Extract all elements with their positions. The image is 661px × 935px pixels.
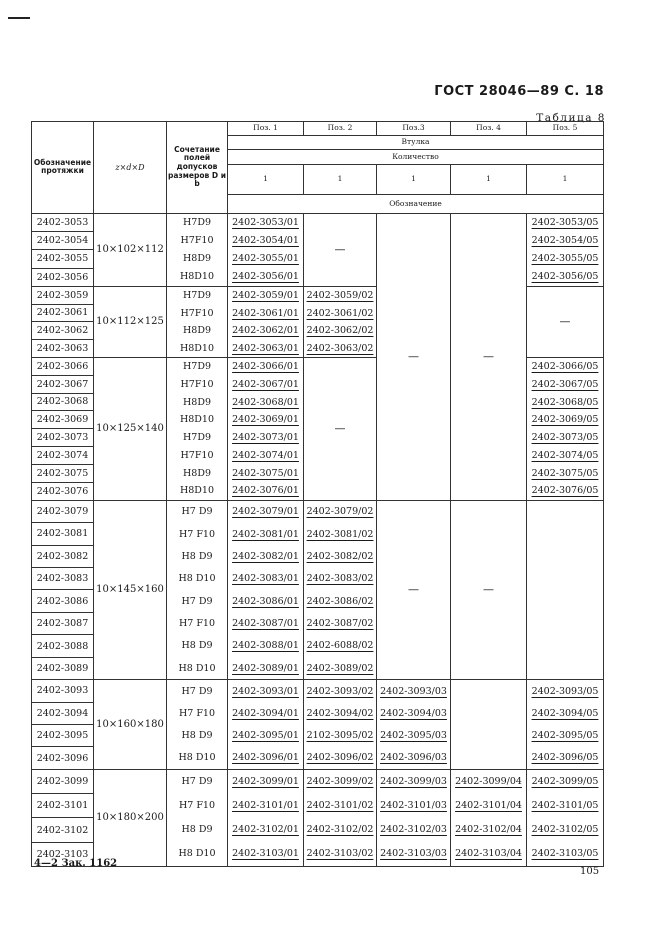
- list-item: H7D9: [183, 361, 211, 373]
- list-item: 2402-3063: [36, 342, 89, 354]
- list-item: 2402-3082: [32, 546, 93, 568]
- list-item: H8D10: [179, 485, 215, 497]
- list-item: 2402-3056/05: [531, 271, 599, 283]
- col-header-pos4: Поз. 4: [451, 122, 527, 136]
- col-header-combo: Сочетание полей допусков размеров D и b: [167, 122, 228, 214]
- list-item: 2402-3068: [32, 394, 93, 412]
- list-item: 2402-3089/02: [306, 662, 374, 674]
- header-quantity: Количество: [228, 150, 604, 165]
- list-item: H7 F10: [178, 617, 216, 629]
- list-item: 2402-3094/01: [232, 707, 299, 719]
- designation-list: [32, 358, 93, 500]
- list-item: H7 D9: [181, 506, 213, 518]
- list-item: 2402-3082/01: [232, 550, 299, 562]
- list-item: 2402-3081/01: [232, 528, 299, 540]
- combo-list: [167, 358, 227, 500]
- list-item: 2402-3073: [32, 429, 93, 447]
- size-cell: 10×180×200: [94, 769, 167, 866]
- list-item: 2402-3103/05: [531, 848, 599, 860]
- list-item: 2402-3093/02: [306, 685, 374, 697]
- list-item: 2402-3088/01: [232, 640, 299, 652]
- table-row: [32, 680, 604, 770]
- qty-pos5: 1: [527, 164, 604, 194]
- list-item: 2402-3083/02: [306, 573, 374, 585]
- list-item: 2402-3066: [32, 358, 93, 376]
- list-item: 2402-3101: [32, 794, 93, 818]
- list-item: H7F10: [180, 235, 214, 247]
- list-item: 2402-3074/05: [531, 449, 599, 461]
- list-item: 2402-3096: [36, 752, 89, 764]
- list-item: 2402-3096/05: [531, 752, 599, 764]
- list-item: 2402-3069/01: [232, 414, 299, 426]
- qty-pos3: 1: [377, 164, 451, 194]
- list-item: H8 D10: [178, 662, 216, 674]
- list-item: 2402-3103/03: [380, 848, 447, 860]
- list-item: H7D9: [183, 290, 211, 302]
- list-item: 2402-3096/03: [380, 752, 447, 764]
- list-item: 2402-3081: [32, 523, 93, 545]
- list-item: 2402-3061/02: [306, 307, 374, 319]
- list-item: 2402-3059/02: [306, 290, 374, 302]
- list-item: 2402-3086: [32, 590, 93, 612]
- designation-cell: [32, 213, 94, 286]
- list-item: H8D9: [183, 467, 211, 479]
- list-item: 2402-3063/02: [306, 342, 374, 354]
- list-item: 2402-3053: [32, 214, 93, 232]
- pos5-list: [527, 214, 603, 286]
- size-cell: 10×145×160: [94, 500, 167, 679]
- pos4-dash: —: [451, 213, 527, 500]
- list-item: H8 D9: [181, 730, 213, 742]
- pos2-list: [304, 680, 376, 769]
- list-item: 2402-3062: [32, 322, 93, 340]
- list-item: 2402-3074: [32, 447, 93, 465]
- list-item: 2402-3102/03: [380, 824, 447, 836]
- pos1-list: [228, 770, 303, 866]
- list-item: 2402-3096/01: [232, 752, 299, 764]
- list-item: 2402-3054: [32, 232, 93, 250]
- list-item: H7D9: [183, 217, 211, 229]
- list-item: 2402-3102: [32, 818, 93, 842]
- table-title: Таблица 8: [536, 112, 606, 124]
- list-item: 2402-3089: [36, 662, 89, 674]
- list-item: 2102-3095/02: [306, 730, 374, 742]
- list-item: H7D9: [183, 432, 211, 444]
- list-item: 2402-3095: [32, 725, 93, 747]
- qty-pos4: 1: [451, 164, 527, 194]
- list-item: H8D9: [183, 253, 211, 265]
- list-item: 2402-3089/01: [232, 662, 299, 674]
- list-item: 2402-3102/01: [232, 824, 299, 836]
- list-item: 2402-3075/05: [531, 467, 599, 479]
- list-item: 2402-3102/05: [531, 824, 599, 836]
- list-item: 2402-3079/02: [306, 506, 374, 518]
- list-item: 2402-3067: [32, 376, 93, 394]
- list-item: H8D10: [179, 271, 215, 283]
- list-item: H8 D10: [178, 752, 216, 764]
- designation-list: [32, 501, 93, 679]
- col-header-size: z×d×D: [94, 122, 167, 214]
- list-item: 2402-3056/01: [232, 271, 299, 283]
- designation-list: [32, 770, 93, 866]
- list-item: 2402-3054/05: [531, 235, 599, 247]
- list-item: 2402-3094/03: [380, 707, 447, 719]
- list-item: 2402-3101/04: [455, 800, 522, 812]
- list-item: 2402-3093: [32, 680, 93, 702]
- list-item: 2402-3055/01: [232, 253, 299, 265]
- list-item: H8 D10: [178, 848, 216, 860]
- list-item: 2402-3094/05: [531, 707, 599, 719]
- page-header: ГОСТ 28046—89 С. 18: [434, 84, 604, 99]
- list-item: 2402-3079: [32, 501, 93, 523]
- list-item: 2402-3056: [36, 271, 89, 283]
- list-item: 2402-3095/05: [531, 730, 599, 742]
- list-item: H8 D9: [181, 640, 213, 652]
- list-item: 2402-3073/01: [232, 432, 299, 444]
- list-item: 2402-3067/05: [531, 378, 599, 390]
- pos1-list: [228, 680, 303, 769]
- list-item: 2402-3086/01: [232, 595, 299, 607]
- designation-list: [32, 287, 93, 357]
- header-vtulka: Втулка: [228, 135, 604, 150]
- list-item: 2402-3053/05: [531, 217, 599, 229]
- pos5-list: [527, 680, 603, 769]
- list-item: 2402-3069/05: [531, 414, 599, 426]
- list-item: 2402-3079/01: [232, 506, 299, 518]
- col-header-pos1: Поз. 1: [228, 122, 304, 136]
- list-item: 2402-3099/04: [455, 776, 522, 788]
- list-item: 2402-3073/05: [531, 432, 599, 444]
- list-item: 2402-3068/01: [232, 396, 299, 408]
- list-item: 2402-3081/02: [306, 528, 374, 540]
- list-item: 2402-3099/01: [232, 776, 299, 788]
- list-item: 2402-3102/04: [455, 824, 522, 836]
- pos5-list: [527, 358, 603, 500]
- list-item: 2402-3094/02: [306, 707, 374, 719]
- designation-list: [32, 214, 93, 286]
- col-header-pos2: Поз. 2: [304, 122, 377, 136]
- combo-list: [167, 770, 227, 866]
- qty-pos1: 1: [228, 164, 304, 194]
- list-item: 2402-3066/01: [232, 361, 299, 373]
- list-item: H8D10: [179, 342, 215, 354]
- list-item: H8 D10: [178, 573, 216, 585]
- col-header-pos5: Поз. 5: [527, 122, 604, 136]
- list-item: 2402-3061/01: [232, 307, 299, 319]
- col-header-designation: Обозначение протяжки: [32, 122, 94, 214]
- list-item: 2402-3093/01: [232, 685, 299, 697]
- pos4-dash: —: [451, 500, 527, 679]
- list-item: H7 F10: [178, 707, 216, 719]
- combo-list: [167, 501, 227, 679]
- list-item: 2402-3101/01: [232, 800, 299, 812]
- size-cell: 10×112×125: [94, 286, 167, 357]
- list-item: 2402-3103/04: [455, 848, 522, 860]
- list-item: 2402-3094: [32, 703, 93, 725]
- list-item: 2402-3055/05: [531, 253, 599, 265]
- list-item: 2402-3075: [32, 465, 93, 483]
- pos1-list: [228, 501, 303, 679]
- list-item: 2402-3099/03: [380, 776, 447, 788]
- pos1-list: [228, 358, 303, 500]
- list-item: H8 D9: [181, 550, 213, 562]
- spec-table: [31, 121, 604, 867]
- list-item: H7F10: [180, 378, 214, 390]
- list-item: 2402-3095/03: [380, 730, 447, 742]
- combo-list: [167, 287, 227, 357]
- list-item: 2402-3074/01: [232, 449, 299, 461]
- pos5-dash: —: [527, 286, 604, 357]
- footer-order-number: 4—2 Зак. 1162: [34, 858, 118, 869]
- list-item: H7F10: [180, 307, 214, 319]
- list-item: 2402-3063/01: [232, 342, 299, 354]
- list-item: 2402-3059/01: [232, 290, 299, 302]
- list-item: 2402-3093/03: [380, 685, 447, 697]
- list-item: 2402-3054/01: [232, 235, 299, 247]
- list-item: 2402-3068/05: [531, 396, 599, 408]
- table-row: [32, 213, 604, 286]
- list-item: H8D9: [183, 396, 211, 408]
- table-row: [32, 500, 604, 679]
- header-oboznachenie: Обозначение: [228, 195, 604, 214]
- corner-mark: [8, 17, 30, 19]
- pos5-list: [527, 770, 603, 866]
- list-item: 2402-3088: [32, 635, 93, 657]
- col-header-pos3: Поз.3: [377, 122, 451, 136]
- list-item: 2402-3069: [32, 411, 93, 429]
- pos3-dash: —: [377, 500, 451, 679]
- combo-list: [167, 214, 227, 286]
- list-item: 2402-3062/02: [306, 325, 374, 337]
- pos1-list: [228, 214, 303, 286]
- list-item: 2402-3087/02: [306, 617, 374, 629]
- list-item: 2402-3087: [32, 613, 93, 635]
- list-item: 2402-3103/01: [232, 848, 299, 860]
- pos3-list: [377, 680, 450, 769]
- pos2-list: [304, 287, 376, 357]
- list-item: H7 F10: [178, 800, 216, 812]
- list-item: 2402-3083: [32, 568, 93, 590]
- list-item: 2402-3101/03: [380, 800, 447, 812]
- list-item: H8 D9: [181, 824, 213, 836]
- list-item: 2402-3061: [32, 305, 93, 323]
- combo-list: [167, 680, 227, 769]
- list-item: 2402-3099/05: [531, 776, 599, 788]
- list-item: 2402-3099: [32, 770, 93, 794]
- page-number: 105: [580, 866, 600, 877]
- pos3-dash: —: [377, 213, 451, 500]
- list-item: H7 F10: [178, 528, 216, 540]
- pos3-list: [377, 770, 450, 866]
- list-item: H8D10: [179, 414, 215, 426]
- list-item: 2402-3096/02: [306, 752, 374, 764]
- list-item: 2402-3076/05: [531, 485, 599, 497]
- list-item: 2402-3095/01: [232, 730, 299, 742]
- list-item: 2402-3086/02: [306, 595, 374, 607]
- list-item: 2402-3076: [36, 485, 89, 497]
- qty-pos2: 1: [304, 164, 377, 194]
- pos2-list: [304, 501, 376, 679]
- pos2-dash: —: [304, 213, 377, 286]
- list-item: 2402-3053/01: [232, 217, 299, 229]
- pos2-list: [304, 770, 376, 866]
- pos2-dash: —: [304, 357, 377, 500]
- list-item: 2402-3066/05: [531, 361, 599, 373]
- list-item: 2402-3075/01: [232, 467, 299, 479]
- list-item: 2402-3099/02: [306, 776, 374, 788]
- table-row: [32, 769, 604, 866]
- list-item: 2402-3082/02: [306, 550, 374, 562]
- list-item: 2402-3067/01: [232, 378, 299, 390]
- list-item: 2402-3103: [36, 848, 89, 860]
- list-item: 2402-3083/01: [232, 573, 299, 585]
- designation-list: [32, 680, 93, 769]
- list-item: H7 D9: [181, 776, 213, 788]
- list-item: 2402-3076/01: [232, 485, 299, 497]
- list-item: H8D9: [183, 325, 211, 337]
- list-item: H7 D9: [181, 685, 213, 697]
- list-item: 2402-3103/02: [306, 848, 374, 860]
- list-item: 2402-3101/02: [306, 800, 374, 812]
- list-item: 2402-6088/02: [306, 640, 374, 652]
- size-cell: 10×125×140: [94, 357, 167, 500]
- list-item: 2402-3062/01: [232, 325, 299, 337]
- list-item: 2402-3102/02: [306, 824, 374, 836]
- list-item: H7 D9: [181, 595, 213, 607]
- list-item: H7F10: [180, 449, 214, 461]
- list-item: 2402-3087/01: [232, 617, 299, 629]
- size-cell: 10×102×112: [94, 213, 167, 286]
- size-cell: 10×160×180: [94, 680, 167, 770]
- pos1-list: [228, 287, 303, 357]
- list-item: 2402-3101/05: [531, 800, 599, 812]
- list-item: 2402-3055: [32, 250, 93, 268]
- list-item: 2402-3093/05: [531, 685, 599, 697]
- pos4-list: [451, 770, 526, 866]
- list-item: 2402-3059: [32, 287, 93, 305]
